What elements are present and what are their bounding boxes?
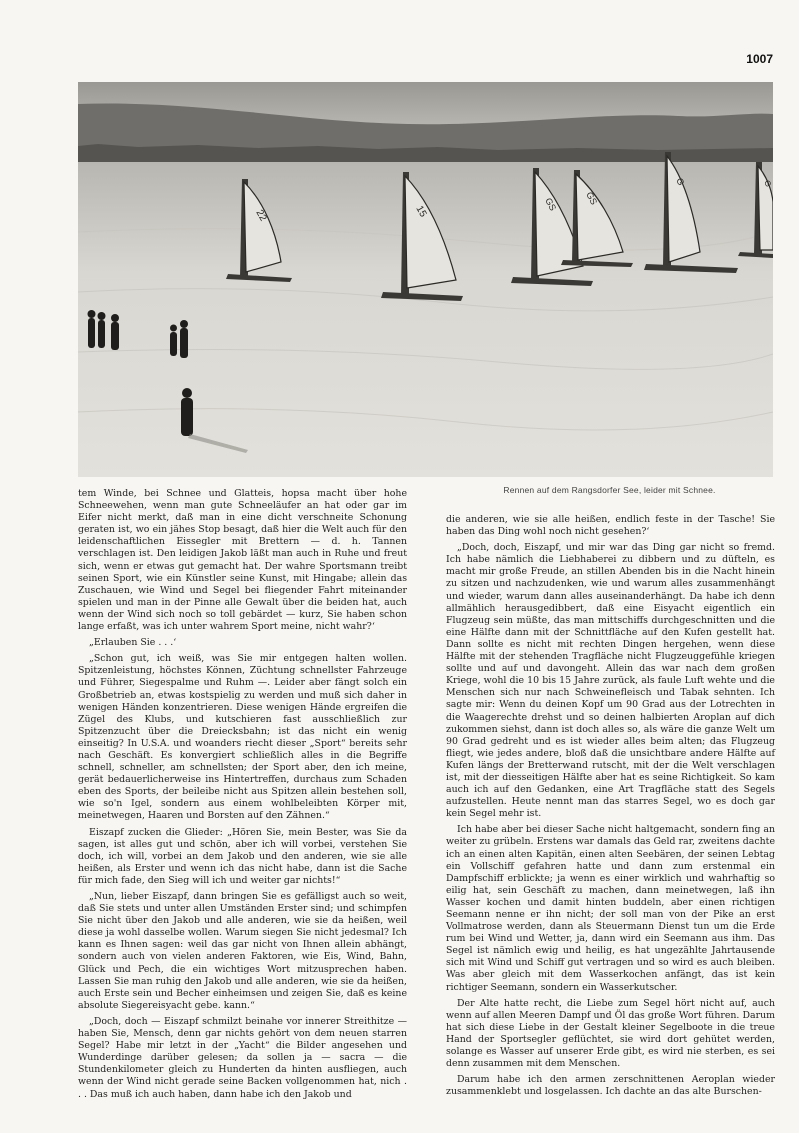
iceboat-6-sail-number: G: [762, 178, 773, 189]
paragraph: „Doch, doch, Eiszapf, und mir war das Ding gar nicht so fremd. Ich habe nämlich die Liebhaberei zu dibbern und zu düfteln, es macht mir große Freude, an stillen Abenden bis in die Nacht hinein zu sitzen und nachzudenken, wie und warum alles zusammenhängt und wieder, warum dann alles auseinanderhängt. Da habe ich denn allmählich herausgedibbert, daß eine Eisyacht eigentlich ein Flugzeug sein müßte, das man mittschiffs durchgeschnitten und die eine Hälfte dann mit der Schnittfläche auf den Kufen gestellt hat. Dann sollte es nicht mit rechten Dingen hergehen, wenn diese Hälfte mit der stehenden Tragfläche nicht Flugzeuggefühle kriegen sollte und auf und davongeht. Allein das war nach dem großen Kriege, wohl die 10 bis 15 Jahre zurück, als faule Luft wehte und die Menschen sich nur nach Schweinefleisch und Tabak sehnten. Ich sagte mir: Wenn du deinen Kopf um 90 Grad aus der Lotrechten in die Waagerechte drehst und so deinen halbierten Aroplan auf dich zukommen siehst, dann ist doch alles so, als wäre die ganze Welt um 90 Grad gedreht und es ist wieder alles beim alten; das Flugzeug fliegt, wie jedes andere, bloß daß die unsichtbare andere Hälfte auf Kufen längs der Bretterwand rutscht, mit der die Welt verschlagen ist, mit der diesseitigen Hälfte aber hat es seine Richtigkeit. So kam auch ich auf den Gedanken, eine Art Tragfläche statt des Segels aufzustellen. Heute nennt man das starres Segel, wo es doch gar kein Segel mehr ist.: [446, 542, 775, 820]
spectator-group-1: [88, 310, 120, 350]
iceboat-1-sail-number: 22: [253, 208, 269, 224]
photo-caption: Rennen auf dem Rangsdorfer See, leider mit Schnee.: [503, 485, 716, 495]
paragraph: die anderen, wie sie alle heißen, endlich feste in der Tasche! Sie haben das Ding wohl noch nicht gesehen?‘: [446, 514, 775, 538]
page-number: 1007: [746, 52, 773, 66]
paragraph: Der Alte hatte recht, die Liebe zum Segel hört nicht auf, auch wenn auf allen Meeren Dampf und Öl das große Wort führen. Darum hat sich diese Liebe in der Gestalt kleiner Segelboote in die treue Hand der Sportsegler geflüchtet, sie wird dort gehütet werden, solange es Wasser auf unserer Erde gibt, es wird nie sterben, es sei denn zusammen mit dem Menschen.: [446, 997, 775, 1070]
paragraph: „Erlauben Sie . . .‘: [89, 637, 177, 649]
ice-sailing-photo: [78, 82, 773, 477]
paragraph: Darum habe ich den armen zerschnittenen Aeroplan wieder zusammenklebt und losgelassen. Ich dachte an das alte Burschen-: [446, 1074, 775, 1098]
paragraph: Eiszapf zucken die Glieder: „Hören Sie, mein Bester, was Sie da sagen, ist alles gut und schön, aber ich will vorbei, verstehen Sie doch, ich will, vorbei an dem Jakob und den anderen, wie sie alle heißen, als Erster und wenn ich das nicht habe, dann ist die Sache für mich fade, den Sieg will ich und weiter gar nichts!“: [78, 826, 407, 886]
paragraph: „Doch, doch — Eiszapf schmilzt beinahe vor innerer Streithitze — haben Sie, Mensch, denn gar nichts gehört von dem neuen starren Segel? Habe mir letzt in der „Yacht“ die Bilder angesehen und Wunderdinge darüber gelesen; da sollen ja — sacra — die Stundenkilometer gleich zu Hunderten da hinten ausfliegen, auch wenn der Wind nicht gerade seine Backen vollgenommen hat, nich . . . Das muß ich auch haben, dann habe ich den Jakob und: [78, 1015, 407, 1100]
iceboat-5-sail-number: G: [674, 176, 687, 188]
paragraph: Ich habe aber bei dieser Sache nicht haltgemacht, sondern fing an weiter zu grübeln. Erstens war damals das Geld rar, zweitens dachte ich an einen alten Kapitän, einen alten Seebären, der seinen Lebtag ein Vollschiff gefahren hatte und dann zum erstenmal ein Dampfschiff erblickte; ja wenn es einer wirklich und wahrhaftig so eilig hat, sein Geschäft zu machen, dann meinetwegen, laß ihn Wasser kochen und damit hinten buddeln, aber einen richtigen Seemann nenne er ihn nicht; der soll man von der Pike an erst Vollmatrose werden, dann als Steuermann Dienst tun um die Erde rum bei Wind und Wetter, ja, dann wird ein Seemann aus ihm. Das Segel ist nämlich ewig und heilig, es hat ungezählte Jahrtausende sich mit Wind und Schiff gut vertragen und so wird es auch bleiben. Was aber gleich mit dem Wasserkochen anfängt, das ist kein richtiger Seemann, sondern ein Wasserkutscher.: [446, 824, 775, 993]
left-text-column: [78, 488, 407, 1105]
right-text-column: [446, 514, 775, 1102]
paragraph: „Schon gut, ich weiß, was Sie mir entgegen halten wollen. Spitzenleistung, höchstes Können, Züchtung schnellster Fahrzeuge und Führer, Siegespalme und Ruhm —. Leider aber fängt solch ein Großbetrieb an, etwas kostspielig zu werden und muß sich daher in wenigen Händen konzentrieren. Diese wenigen Hände ergreifen die Zügel des Klubs, und kutschieren fast ausschließlich zur Spitzenzucht über die Dreiecksbahn; ist das nicht ein wenig einseitig? In U.S.A. und woanders riecht dieser „Sport“ bereits sehr nach Geschäft. Es konvergiert schließlich alles in die Begriffe schnell, schneller, am schnellsten; der Sport aber, den ich meine, gerät bedauerlicherweise ins Hintertreffen, durchaus zum Schaden eben des Sports, der beileibe nicht aus Spitzen allein bestehen soll, wie so'n Igel, sondern aus einem wohlbeleibten Körper mit, meinetwegen, Haaren und Borsten auf den Zähnen.“: [78, 653, 407, 822]
iceboat-3-sail-number: GS: [543, 196, 559, 213]
paragraph: tem Winde, bei Schnee und Glatteis, hopsa macht über hohe Schneewehen, wenn man gute Schneeläufer an hat oder gar im Eifer nicht merkt, daß man in eine dicht verschneite Schonung geraten ist, wo ein jähes Stop besagt, daß hier die Welt auch für den leidenschaftlichen Eissegler mit Brettern — d. h. Tannen verschlagen ist. Den leidigen Jakob läßt man auch in Ruhe und freut sich, wenn er etwas gut gemacht hat. Der wahre Sportsmann treibt seinen Sport, wie ein Künstler seine Kunst, mit Hingabe; allein das Zuschauen, wie Wind und Segel bei fliegender Fahrt miteinander spielen und man in der Pinne alle Gewalt über die beiden hat, auch wenn der Wind sich noch so toll gebärdet — kurz, Sie haben schon lange erfaßt, was ich unter wahrem Sport meine, nicht wahr?‘: [78, 488, 407, 633]
iceboat-4-sail-number: GS: [584, 190, 600, 207]
paragraph: „Nun, lieber Eiszapf, dann bringen Sie es gefälligst auch so weit, daß Sie stets und unter allen Umständen Erster sind; und schimpfen Sie nicht über den Jakob und alle anderen, wie sie da heißen, weil diese ja wohl dasselbe wollen. Warum siegen Sie nicht jedesmal? Ich kann es Ihnen sagen: weil das gar nicht von Ihnen allein abhängt, sondern auch von vielen anderen Faktoren, wie Eis, Wind, Bahn, Glück und Pech, die ein wichtiges Wort mitzusprechen haben. Lassen Sie man ruhig den Jakob und alle anderen, wie sie da heißen, auch Erste sein und Becher einheimsen und zeigen Sie, daß es keine absolute Siegereisyacht gebe. kann.“: [78, 891, 407, 1011]
iceboat-2-sail-number: 15: [413, 204, 429, 220]
